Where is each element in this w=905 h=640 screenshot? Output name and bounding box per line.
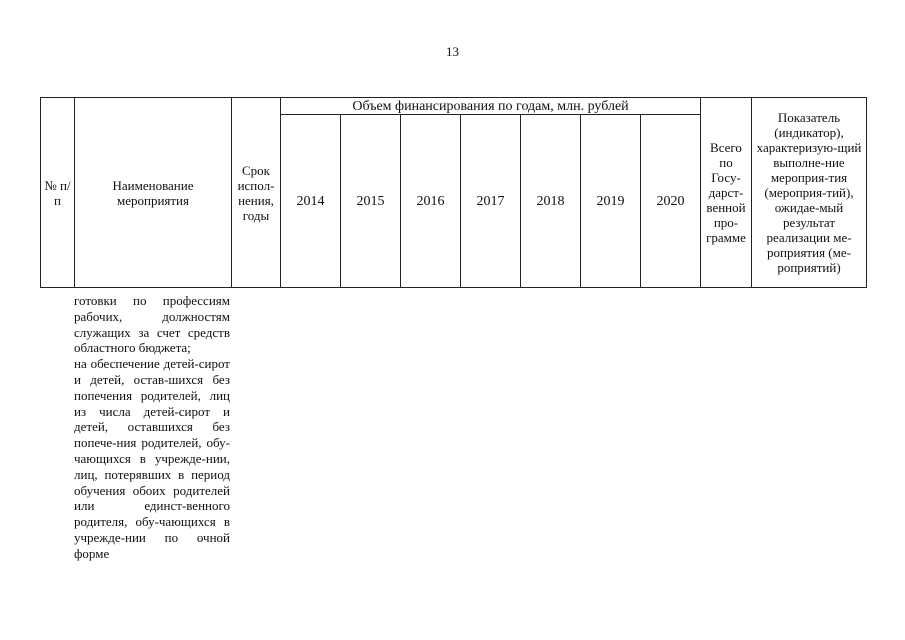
header-year: 2019 xyxy=(581,115,641,288)
financing-table xyxy=(40,97,867,288)
description-paragraph: готовки по профессиям рабочих, должностям служащих за счет средств областного бюджета; xyxy=(74,293,230,356)
header-year: 2018 xyxy=(521,115,581,288)
header-year: 2014 xyxy=(281,115,341,288)
header-term: Срок испол-нения, годы xyxy=(232,98,281,288)
measure-description-continued xyxy=(74,293,230,562)
header-measure-name: Наименование мероприятия xyxy=(75,98,232,288)
header-total: Всего по Госу-дарст-венной про-грамме xyxy=(701,98,752,288)
header-year: 2015 xyxy=(341,115,401,288)
page-number: 13 xyxy=(446,44,459,59)
description-paragraph: на обеспечение детей-сирот и детей, остав-шихся без попечения родителей, лиц из числа детей-сирот и детей, оставшихся без попече-ния родителей, обу-чающихся в учрежде-нии, лиц, потерявших в период обучения обоих родителей или единст-венного родителя, обу-чающихся в учрежде-нии по очной форме xyxy=(74,356,230,561)
header-number: № п/п xyxy=(41,98,75,288)
header-year: 2020 xyxy=(641,115,701,288)
header-year: 2017 xyxy=(461,115,521,288)
header-indicator: Показатель (индикатор), характеризую-щий выполне-ние мероприя-тия (мероприя-тий), ожидае-мый результат реализации ме-роприятия (ме-роприятий) xyxy=(752,98,867,288)
table-header-row xyxy=(41,98,867,115)
header-financing: Объем финансирования по годам, млн. рублей xyxy=(281,98,701,115)
header-year: 2016 xyxy=(401,115,461,288)
